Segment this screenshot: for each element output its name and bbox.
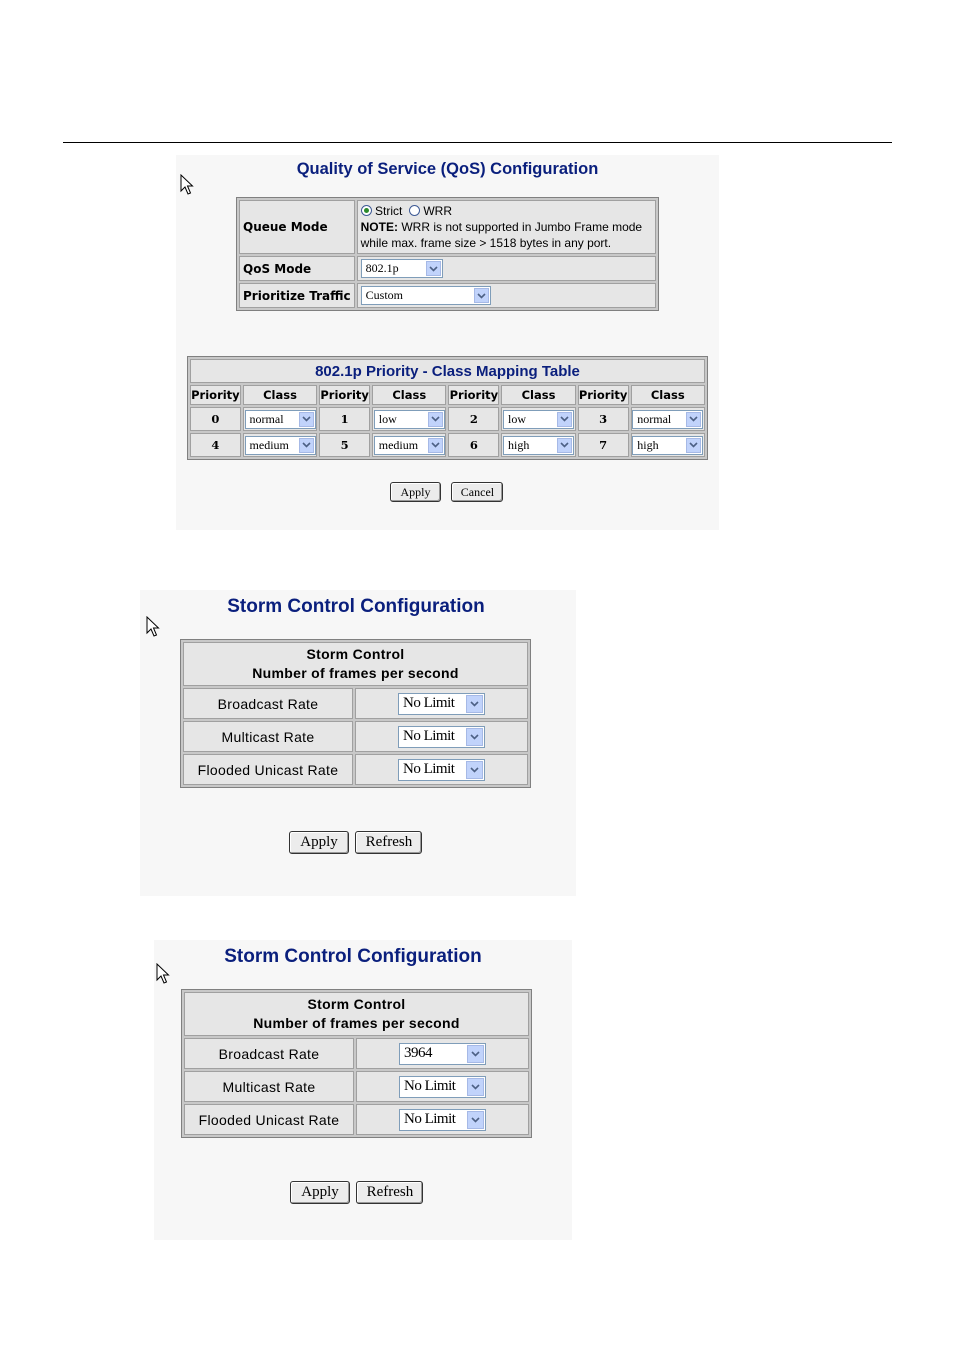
priority-value: 2: [448, 407, 499, 431]
rate-row: [184, 1071, 529, 1102]
class-select[interactable]: [245, 410, 316, 429]
priority-value: 6: [448, 433, 499, 457]
class-value: high: [637, 437, 659, 452]
class-header: Class: [243, 385, 317, 405]
class-header: Class: [372, 385, 446, 405]
storm1-buttons: [289, 831, 422, 854]
storm2-title: Storm Control Configuration: [224, 946, 482, 967]
class-cell: [372, 407, 446, 431]
class-select[interactable]: [374, 410, 445, 429]
priority-value: 0: [190, 407, 241, 431]
dropdown-arrow-icon[interactable]: [466, 761, 483, 779]
class-value: low: [508, 411, 526, 426]
dropdown-arrow-icon[interactable]: [467, 1045, 484, 1063]
qos-mode-select[interactable]: [361, 259, 443, 278]
rate-value: No Limit: [404, 1078, 456, 1094]
prioritize-traffic-cell: [357, 283, 656, 308]
cancel-button[interactable]: Cancel: [451, 482, 503, 502]
radio-wrr-label: WRR: [423, 204, 453, 218]
class-cell: [243, 407, 317, 431]
radio-strict-button[interactable]: [361, 205, 372, 216]
dropdown-arrow-icon[interactable]: [467, 1078, 484, 1096]
class-header: Class: [501, 385, 575, 405]
rate-label: Multicast Rate: [184, 1071, 354, 1102]
class-cell: [372, 433, 446, 457]
rate-row: [183, 721, 528, 752]
rate-row: [184, 1038, 529, 1069]
dropdown-arrow-icon[interactable]: [428, 438, 443, 453]
rate-cell: [355, 688, 528, 719]
priority-value: 1: [319, 407, 370, 431]
class-value: high: [508, 437, 530, 452]
storm1-apply-button[interactable]: Apply: [289, 831, 349, 854]
qos-settings-table: [236, 197, 659, 311]
storm2-refresh-button[interactable]: Refresh: [356, 1181, 423, 1204]
dropdown-arrow-icon[interactable]: [426, 261, 441, 276]
note-line1: WRR is not supported in Jumbo Frame mode: [401, 220, 643, 234]
rate-select[interactable]: [398, 759, 485, 781]
dropdown-arrow-icon[interactable]: [466, 695, 483, 713]
storm2-apply-button[interactable]: Apply: [290, 1181, 350, 1204]
class-cell: [501, 407, 575, 431]
radio-strict-label: Strict: [374, 204, 403, 218]
rate-select[interactable]: [399, 1076, 486, 1098]
priority-value: 3: [578, 407, 629, 431]
prioritize-traffic-select[interactable]: [361, 286, 491, 305]
rate-label: Broadcast Rate: [184, 1038, 354, 1069]
rate-select[interactable]: [399, 1109, 486, 1131]
storm2-header-line2: Number of frames per second: [253, 1015, 460, 1031]
qos-mode-label: QoS Mode: [239, 256, 355, 281]
storm1-header-line1: Storm Control: [306, 646, 405, 662]
qos-mode-cell: [357, 256, 656, 281]
class-value: normal: [249, 411, 284, 426]
rate-value: No Limit: [404, 1111, 456, 1127]
rate-select[interactable]: [398, 693, 485, 715]
rate-value: No Limit: [403, 695, 455, 711]
priority-header: Priority: [319, 385, 370, 405]
dropdown-arrow-icon[interactable]: [686, 412, 701, 427]
rate-row: [183, 688, 528, 719]
storm1-title: Storm Control Configuration: [227, 596, 485, 617]
queue-mode-label: Queue Mode: [239, 200, 355, 254]
dropdown-arrow-icon[interactable]: [467, 1111, 484, 1129]
prioritize-traffic-value: Custom: [365, 288, 403, 302]
rate-select[interactable]: [398, 726, 485, 748]
dropdown-arrow-icon[interactable]: [299, 438, 314, 453]
class-cell: [243, 433, 317, 457]
apply-button[interactable]: Apply: [390, 482, 441, 502]
priority-value: 5: [319, 433, 370, 457]
rate-row: [183, 754, 528, 785]
dropdown-arrow-icon[interactable]: [686, 438, 701, 453]
class-select[interactable]: [632, 410, 703, 429]
class-value: medium: [378, 437, 419, 452]
storm1-header-line2: Number of frames per second: [252, 665, 459, 681]
class-select[interactable]: [374, 436, 445, 455]
rate-label: Broadcast Rate: [183, 688, 353, 719]
mouse-pointer-icon: [156, 963, 170, 985]
class-select[interactable]: [503, 436, 574, 455]
radio-wrr-button[interactable]: [409, 205, 420, 216]
priority-value: 7: [578, 433, 629, 457]
dropdown-arrow-icon[interactable]: [557, 412, 572, 427]
rate-select[interactable]: [399, 1043, 486, 1065]
mapping-buttons: [390, 482, 503, 502]
rate-cell: [356, 1071, 529, 1102]
class-value: normal: [637, 411, 672, 426]
dropdown-arrow-icon[interactable]: [428, 412, 443, 427]
mouse-pointer-icon: [146, 616, 160, 638]
dropdown-arrow-icon[interactable]: [474, 288, 489, 303]
rate-cell: [356, 1104, 529, 1135]
priority-header: Priority: [448, 385, 499, 405]
prioritize-traffic-label: Prioritize Traffic: [239, 283, 355, 308]
rate-cell: [355, 754, 528, 785]
storm2-buttons: [290, 1181, 423, 1204]
qos-mode-value: 802.1p: [365, 261, 399, 275]
note-line2: while max. frame size > 1518 bytes in any port.: [360, 236, 612, 250]
radio-wrr[interactable]: [409, 204, 452, 218]
storm2-table: [181, 989, 532, 1138]
storm2-header-line1: Storm Control: [307, 996, 406, 1012]
class-cell: [631, 407, 705, 431]
rate-value: No Limit: [403, 728, 455, 744]
class-select[interactable]: [245, 436, 316, 455]
dropdown-arrow-icon[interactable]: [299, 412, 314, 427]
mapping-title: 802.1p Priority - Class Mapping Table: [190, 359, 705, 383]
mouse-pointer-icon: [180, 174, 194, 196]
storm1-header: [183, 642, 528, 686]
rate-cell: [355, 721, 528, 752]
radio-strict[interactable]: [361, 204, 403, 218]
dropdown-arrow-icon[interactable]: [557, 438, 572, 453]
class-mapping-table: [187, 356, 708, 460]
rate-label: Flooded Unicast Rate: [183, 754, 353, 785]
rate-cell: [356, 1038, 529, 1069]
priority-header: Priority: [578, 385, 629, 405]
class-cell: [501, 433, 575, 457]
storm2-header: [184, 992, 529, 1036]
rate-label: Flooded Unicast Rate: [184, 1104, 354, 1135]
storm1-refresh-button[interactable]: Refresh: [355, 831, 422, 854]
class-header: Class: [631, 385, 705, 405]
rate-value: No Limit: [403, 761, 455, 777]
note-label: NOTE:: [360, 220, 398, 234]
storm1-table: [180, 639, 531, 788]
queue-mode-cell: [357, 200, 656, 254]
class-select[interactable]: [503, 410, 574, 429]
class-select[interactable]: [632, 436, 703, 455]
class-value: low: [378, 411, 397, 426]
class-cell: [631, 433, 705, 457]
priority-value: 4: [190, 433, 241, 457]
class-value: medium: [249, 437, 289, 452]
priority-header: Priority: [190, 385, 241, 405]
rate-label: Multicast Rate: [183, 721, 353, 752]
dropdown-arrow-icon[interactable]: [466, 728, 483, 746]
page-divider: [63, 142, 892, 143]
rate-value: 3964: [404, 1045, 432, 1061]
qos-title: Quality of Service (QoS) Configuration: [296, 160, 599, 178]
rate-row: [184, 1104, 529, 1135]
